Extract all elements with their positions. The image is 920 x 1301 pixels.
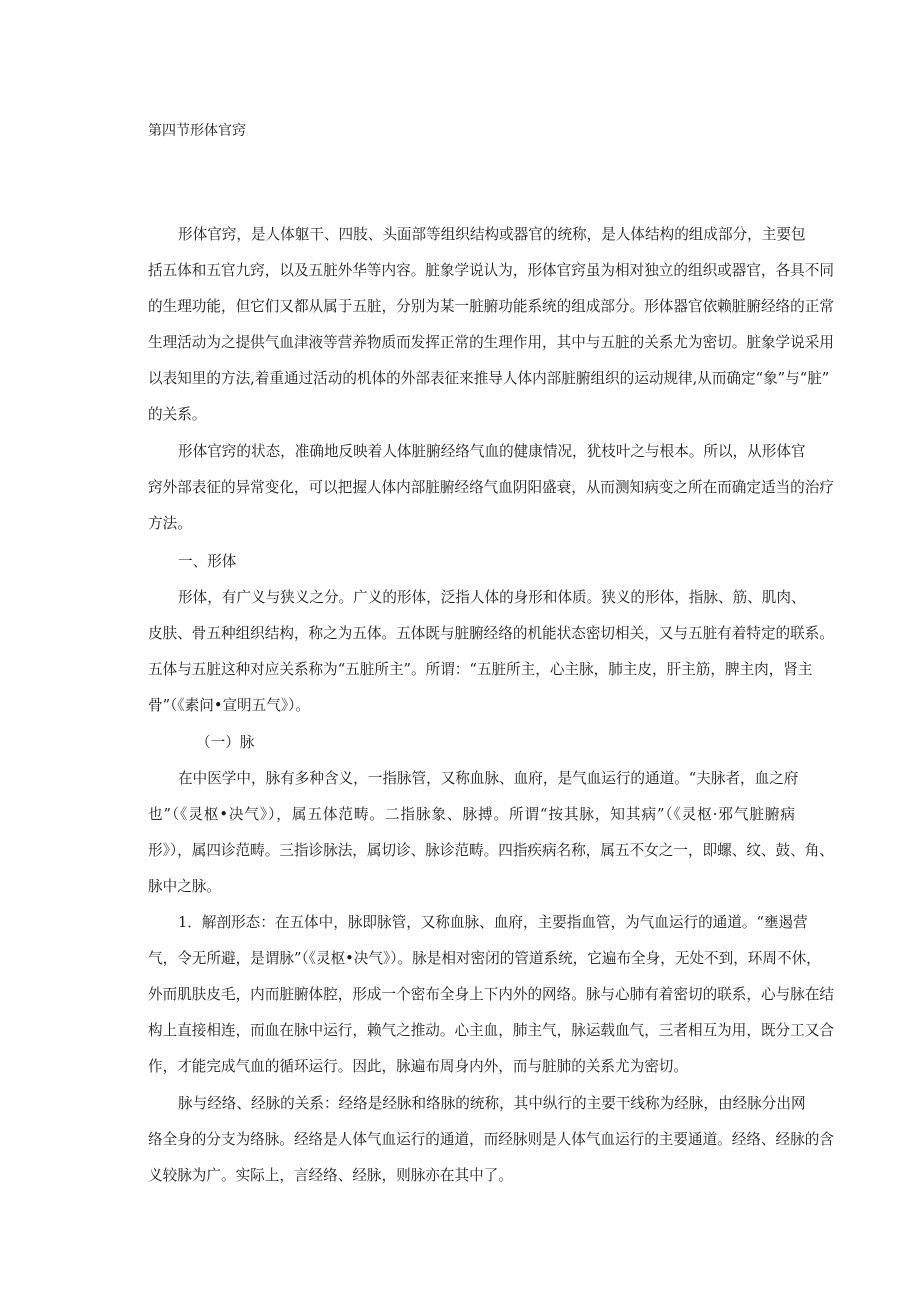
paragraph	[148, 217, 834, 433]
text-line: 络全身的分支为络脉。经络是人体气血运行的通道，而经脉则是人体气血运行的主要通道。经络、经脉的含	[148, 1131, 834, 1148]
text-line: 作，才能完成气血的循环运行。因此，脉遍布周身内外，而与脏肺的关系尤为密切。	[148, 1058, 688, 1075]
text-line: 在中医学中，脉有多种含义，一指脉管，又称血脉、血府，是气血运行的通道。“夫脉者，血之府	[178, 770, 799, 787]
text-line: 皮肤、骨五种组织结构，称之为五体。五体既与脏腑经络的机能状态密切相关，又与五脏有着特定的联系。	[148, 625, 834, 642]
text-line: 的生理功能，但它们又都从属于五脏，分别为某一脏腑功能系统的组成部分。形体器官依赖脏腑经络的正常	[148, 298, 834, 315]
text-line: 生理活动为之提供气血津液等营养物质而发挥正常的生理作用，其中与五脏的关系尤为密切。脏象学说采用	[148, 334, 834, 351]
text-line: 形体官窍，是人体躯干、四肢、头面部等组织结构或器官的统称，是人体结构的组成部分，主要包	[178, 226, 806, 243]
text-line: 也”（《灵枢•决气》），属五体范畴。二指脉象、脉搏。所谓“按其脉，知其病”（《灵枢·邪气脏腑病	[148, 806, 795, 823]
text-line: 1．解剖形态：在五体中，脉即脉管，又称血脉、血府，主要指血管，为气血运行的通道。“壅遏营	[178, 914, 808, 931]
text-line: 义较脉为广。实际上，言经络、经脉，则脉亦在其中了。	[148, 1167, 513, 1184]
text-line: 构上直接相连，而血在脉中运行，赖气之推动。心主血，肺主气，脉运载血气，三者相互为用，既分工又合	[148, 1022, 834, 1039]
paragraph	[148, 905, 834, 1085]
text-line: 的关系。	[148, 406, 207, 423]
text-line: 气，令无所避，是谓脉”（《灵枢•决气》）。脉是相对密闭的管道系统，它遍布全身，无处不到，环周不休，	[148, 950, 821, 967]
paragraph	[148, 761, 834, 905]
heading	[148, 544, 795, 580]
text-line: （一）脉	[196, 734, 255, 751]
text-line: 形》），属四诊范畴。三指诊脉法，属切诊、脉诊范畴。四指疾病名称，属五不女之一，即螺、纹、鼓、角、	[148, 842, 834, 859]
section-title: 第四节形体官窍	[148, 123, 246, 139]
text-line: 脉中之脉。	[148, 878, 221, 895]
text-line: 五体与五脏这种对应关系称为“五脏所主”。所谓：“五脏所主，心主脉，肺主皮，肝主筋，脾主肉，肾主	[148, 661, 813, 678]
text-line: 骨”（《素问•宣明五气》）。	[148, 697, 310, 714]
text-line: 以表知里的方法,着重通过活动的机体的外部表征来推导人体内部脏腑组织的运动规律,从而确定“象”与“脏”	[148, 370, 830, 387]
text-line: 方法。	[148, 515, 192, 532]
text-line: 形体，有广义与狭义之分。广义的形体，泛指人体的身形和体质。狭义的形体，指脉、筋、肌肉、	[178, 589, 806, 606]
text-line: 形体官窍的状态，准确地反映着人体脏腑经络气血的健康情况，犹枝叶之与根本。所以，从形体官	[178, 443, 806, 460]
paragraph	[148, 580, 834, 724]
text-line: 括五体和五官九窍，以及五脏外华等内容。脏象学说认为，形体官窍虽为相对独立的组织或器官，各具不同	[148, 262, 834, 279]
paragraph	[148, 434, 834, 542]
text-line: 脉与经络、经脉的关系：经络是经脉和络脉的统称，其中纵行的主要干线称为经脉，由经脉分出网	[178, 1095, 806, 1112]
subheading	[148, 725, 795, 761]
paragraph	[148, 1086, 834, 1194]
text-line: 窍外部表征的异常变化，可以把握人体内部脏腑经络气血阴阳盛衰，从而测知病变之所在而确定适当的治疗	[148, 479, 834, 496]
text-line: 外而肌肤皮毛，内而脏腑体腔，形成一个密布全身上下内外的网络。脉与心肺有着密切的联系，心与脉在结	[148, 986, 834, 1003]
text-line: 一、形体	[178, 553, 237, 570]
